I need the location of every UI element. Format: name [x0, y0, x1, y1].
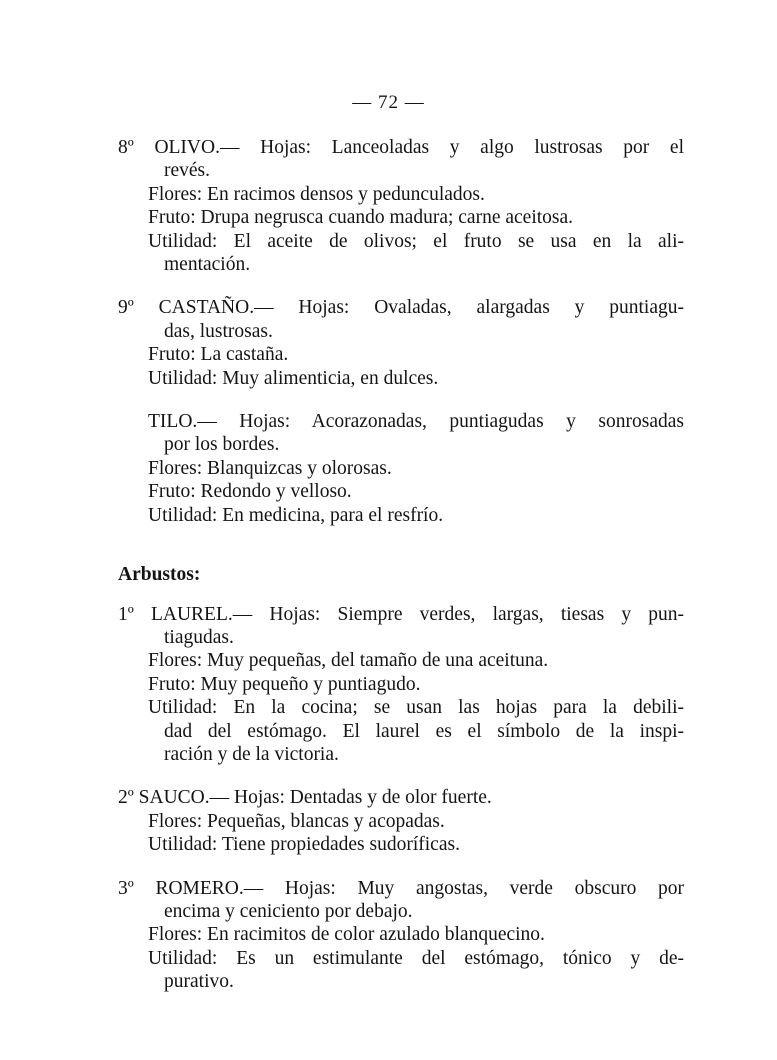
entry-detail-line: Fruto: Drupa negrusca cuando madura; carne aceitosa.: [148, 207, 574, 229]
entry-continuation-line: revés.: [164, 160, 211, 182]
entry-detail-line: Utilidad: Muy alimenticia, en dulces.: [148, 367, 439, 389]
entry-continuation-line: tiagudas.: [164, 626, 234, 648]
entry-heading-line: 9º CASTAÑO.— Hojas: Ovaladas, alargadas y puntiagu-: [118, 297, 684, 319]
entry-tilo: [118, 410, 684, 527]
entry-detail-line: Utilidad: En medicina, para el resfrío.: [148, 504, 444, 526]
entry-detail-line: Flores: Blanquizcas y olorosas.: [148, 457, 392, 479]
entry-detail-line: Utilidad: El aceite de olivos; el fruto se usa en la ali-: [148, 230, 684, 252]
page-body: [118, 136, 684, 1014]
entry-detail-line: Utilidad: Es un estimulante del estómago, tónico y de-: [148, 947, 684, 969]
entry-detail-line: Flores: Muy pequeñas, del tamaño de una aceituna.: [148, 650, 549, 672]
entry-heading-line: 8º OLIVO.— Hojas: Lanceoladas y algo lustrosas por el: [118, 137, 684, 158]
entry-continuation-line: dad del estómago. El laurel es el símbolo de la inspi-: [164, 720, 684, 742]
entry-continuation-line: por los bordes.: [164, 434, 280, 456]
entry-continuation-line: das, lustrosas.: [164, 320, 273, 342]
entry-heading-line: 3º ROMERO.— Hojas: Muy angostas, verde obscuro por: [118, 877, 684, 899]
entry-detail-line: Flores: En racimos densos y pedunculados.: [148, 183, 485, 205]
entry-continuation-line: ración y de la victoria.: [164, 743, 339, 765]
entry-heading-line: 2º SAUCO.— Hojas: Dentadas y de olor fuerte.: [118, 787, 492, 809]
entry-detail-line: Fruto: La castaña.: [148, 344, 289, 366]
entry-detail-line: Flores: En racimitos de color azulado blanquecino.: [148, 924, 545, 946]
entry-laurel: [118, 603, 684, 767]
entry-detail-line: Utilidad: En la cocina; se usan las hojas para la debili-: [148, 697, 684, 719]
entry-detail-line: Flores: Pequeñas, blancas y acopadas.: [148, 810, 445, 832]
entry-sauco: [118, 786, 684, 856]
entry-continuation-line: mentación.: [164, 254, 251, 276]
entry-detail-line: Fruto: Muy pequeño y puntiagudo.: [148, 673, 421, 695]
entry-detail-line: Utilidad: Tiene propiedades sudoríficas.: [148, 834, 460, 856]
entry-romero: [118, 877, 684, 994]
entry-heading-line: TILO.— Hojas: Acorazonadas, puntiagudas y sonrosadas: [148, 411, 684, 433]
entry-continuation-line: encima y ceniciento por debajo.: [164, 900, 413, 922]
entry-castano: [118, 296, 684, 390]
entry-continuation-line: purativo.: [164, 971, 234, 993]
page-number: — 72 —: [352, 92, 425, 113]
section-title-arbustos: Arbustos:: [118, 564, 201, 586]
entry-detail-line: Fruto: Redondo y velloso.: [148, 481, 352, 503]
entry-olivo: [118, 136, 684, 276]
entry-heading-line: 1º LAUREL.— Hojas: Siempre verdes, largas, tiesas y pun-: [118, 603, 684, 625]
